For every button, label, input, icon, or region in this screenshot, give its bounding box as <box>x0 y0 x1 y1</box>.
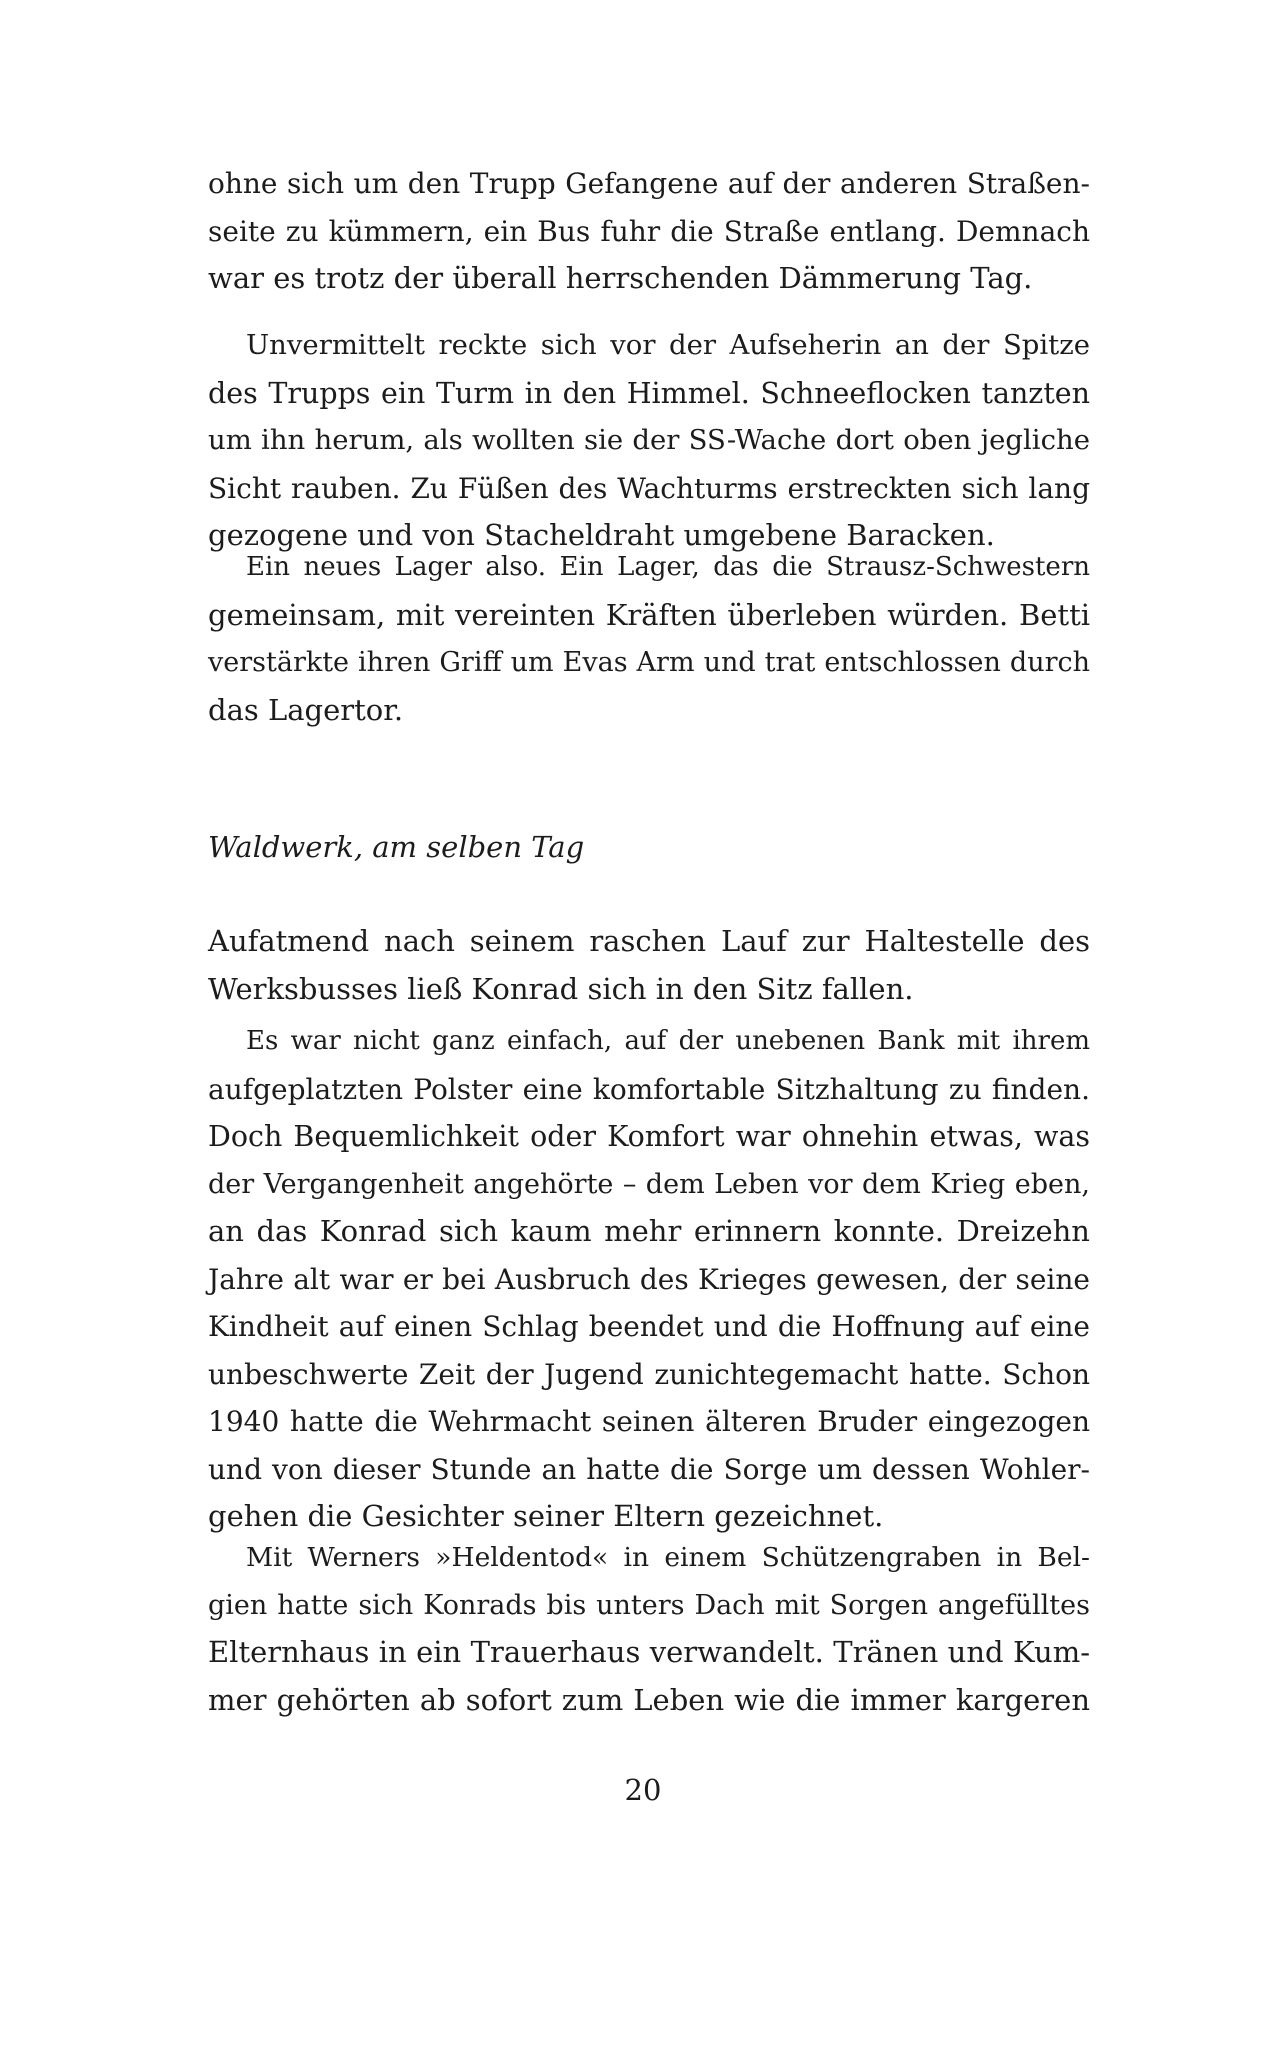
text-line: Es war nicht ganz einfach, auf der unebenen Bank mit ihrem <box>246 1026 1090 1056</box>
text-line: das Lagertor. <box>208 692 404 727</box>
text-line: Aufatmend nach seinem raschen Lauf zur Haltestelle des <box>208 924 1090 958</box>
text-line: Doch Bequemlichkeit oder Komfort war ohnehin etwas, was <box>208 1120 1090 1153</box>
text-line: und von dieser Stunde an hatte die Sorge um dessen Wohler- <box>208 1452 1090 1486</box>
text-line: Mit Werners »Heldentod« in einem Schützengraben in Bel- <box>246 1542 1090 1573</box>
text-line: gien hatte sich Konrads bis unters Dach mit Sorgen angefülltes <box>208 1589 1090 1621</box>
text-line: Ein neues Lager also. Ein Lager, das die Strausz-Schwestern <box>246 552 1090 582</box>
text-line: Werksbusses ließ Konrad sich in den Sitz fallen. <box>208 971 914 1006</box>
text-line: an das Konrad sich kaum mehr erinnern konnte. Dreizehn <box>208 1214 1090 1248</box>
text-line: gehen die Gesichter seiner Eltern gezeichnet. <box>208 1499 884 1533</box>
text-line: seite zu kümmern, ein Bus fuhr die Straße entlang. Demnach <box>208 214 1090 248</box>
text-line: 1940 hatte die Wehrmacht seinen älteren Bruder eingezogen <box>208 1405 1090 1438</box>
text-line: mer gehörten ab sofort zum Leben wie die immer kargeren <box>208 1682 1090 1717</box>
section-heading: Waldwerk, am selben Tag <box>208 830 585 864</box>
page-number: 20 <box>624 1773 662 1807</box>
text-line: Unvermittelt reckte sich vor der Aufseherin an der Spitze <box>246 329 1090 361</box>
text-line: gemeinsam, mit vereinten Kräften überleben würden. Betti <box>208 597 1090 632</box>
text-line: Jahre alt war er bei Ausbruch des Krieges gewesen, der seine <box>208 1262 1090 1296</box>
text-line: Elternhaus in ein Trauerhaus verwandelt. Tränen und Kum- <box>208 1635 1090 1669</box>
text-line: ohne sich um den Trupp Gefangene auf der anderen Straßen- <box>208 167 1090 200</box>
paragraph-1 <box>208 160 1090 303</box>
text-line: unbeschwerte Zeit der Jugend zunichtegemacht hatte. Schon <box>208 1357 1090 1391</box>
text-line: des Trupps ein Turm in den Himmel. Schneeflocken tanzten <box>208 376 1090 410</box>
text-line: Kindheit auf einen Schlag beendet und die Hoffnung auf eine <box>208 1310 1090 1343</box>
text-line: verstärkte ihren Griff um Evas Arm und trat entschlossen durch <box>208 647 1090 678</box>
paragraph-6 <box>208 1534 1090 1724</box>
paragraph-2 <box>208 322 1090 560</box>
text-line: gezogene und von Stacheldraht umgebene Baracken. <box>208 518 995 552</box>
text-line: aufgeplatzten Polster eine komfortable Sitzhaltung zu finden. <box>208 1072 1090 1106</box>
text-line: Sicht rauben. Zu Füßen des Wachturms erstreckten sich lang <box>208 471 1090 505</box>
paragraph-5 <box>208 1018 1090 1541</box>
paragraph-4 <box>208 918 1090 1013</box>
text-line: war es trotz der überall herrschenden Dämmerung Tag. <box>208 261 1033 295</box>
paragraph-3 <box>208 544 1090 734</box>
text-line: um ihn herum, als wollten sie der SS-Wache dort oben jegliche <box>208 424 1090 456</box>
text-line: der Vergangenheit angehörte – dem Leben vor dem Krieg eben, <box>208 1168 1090 1200</box>
